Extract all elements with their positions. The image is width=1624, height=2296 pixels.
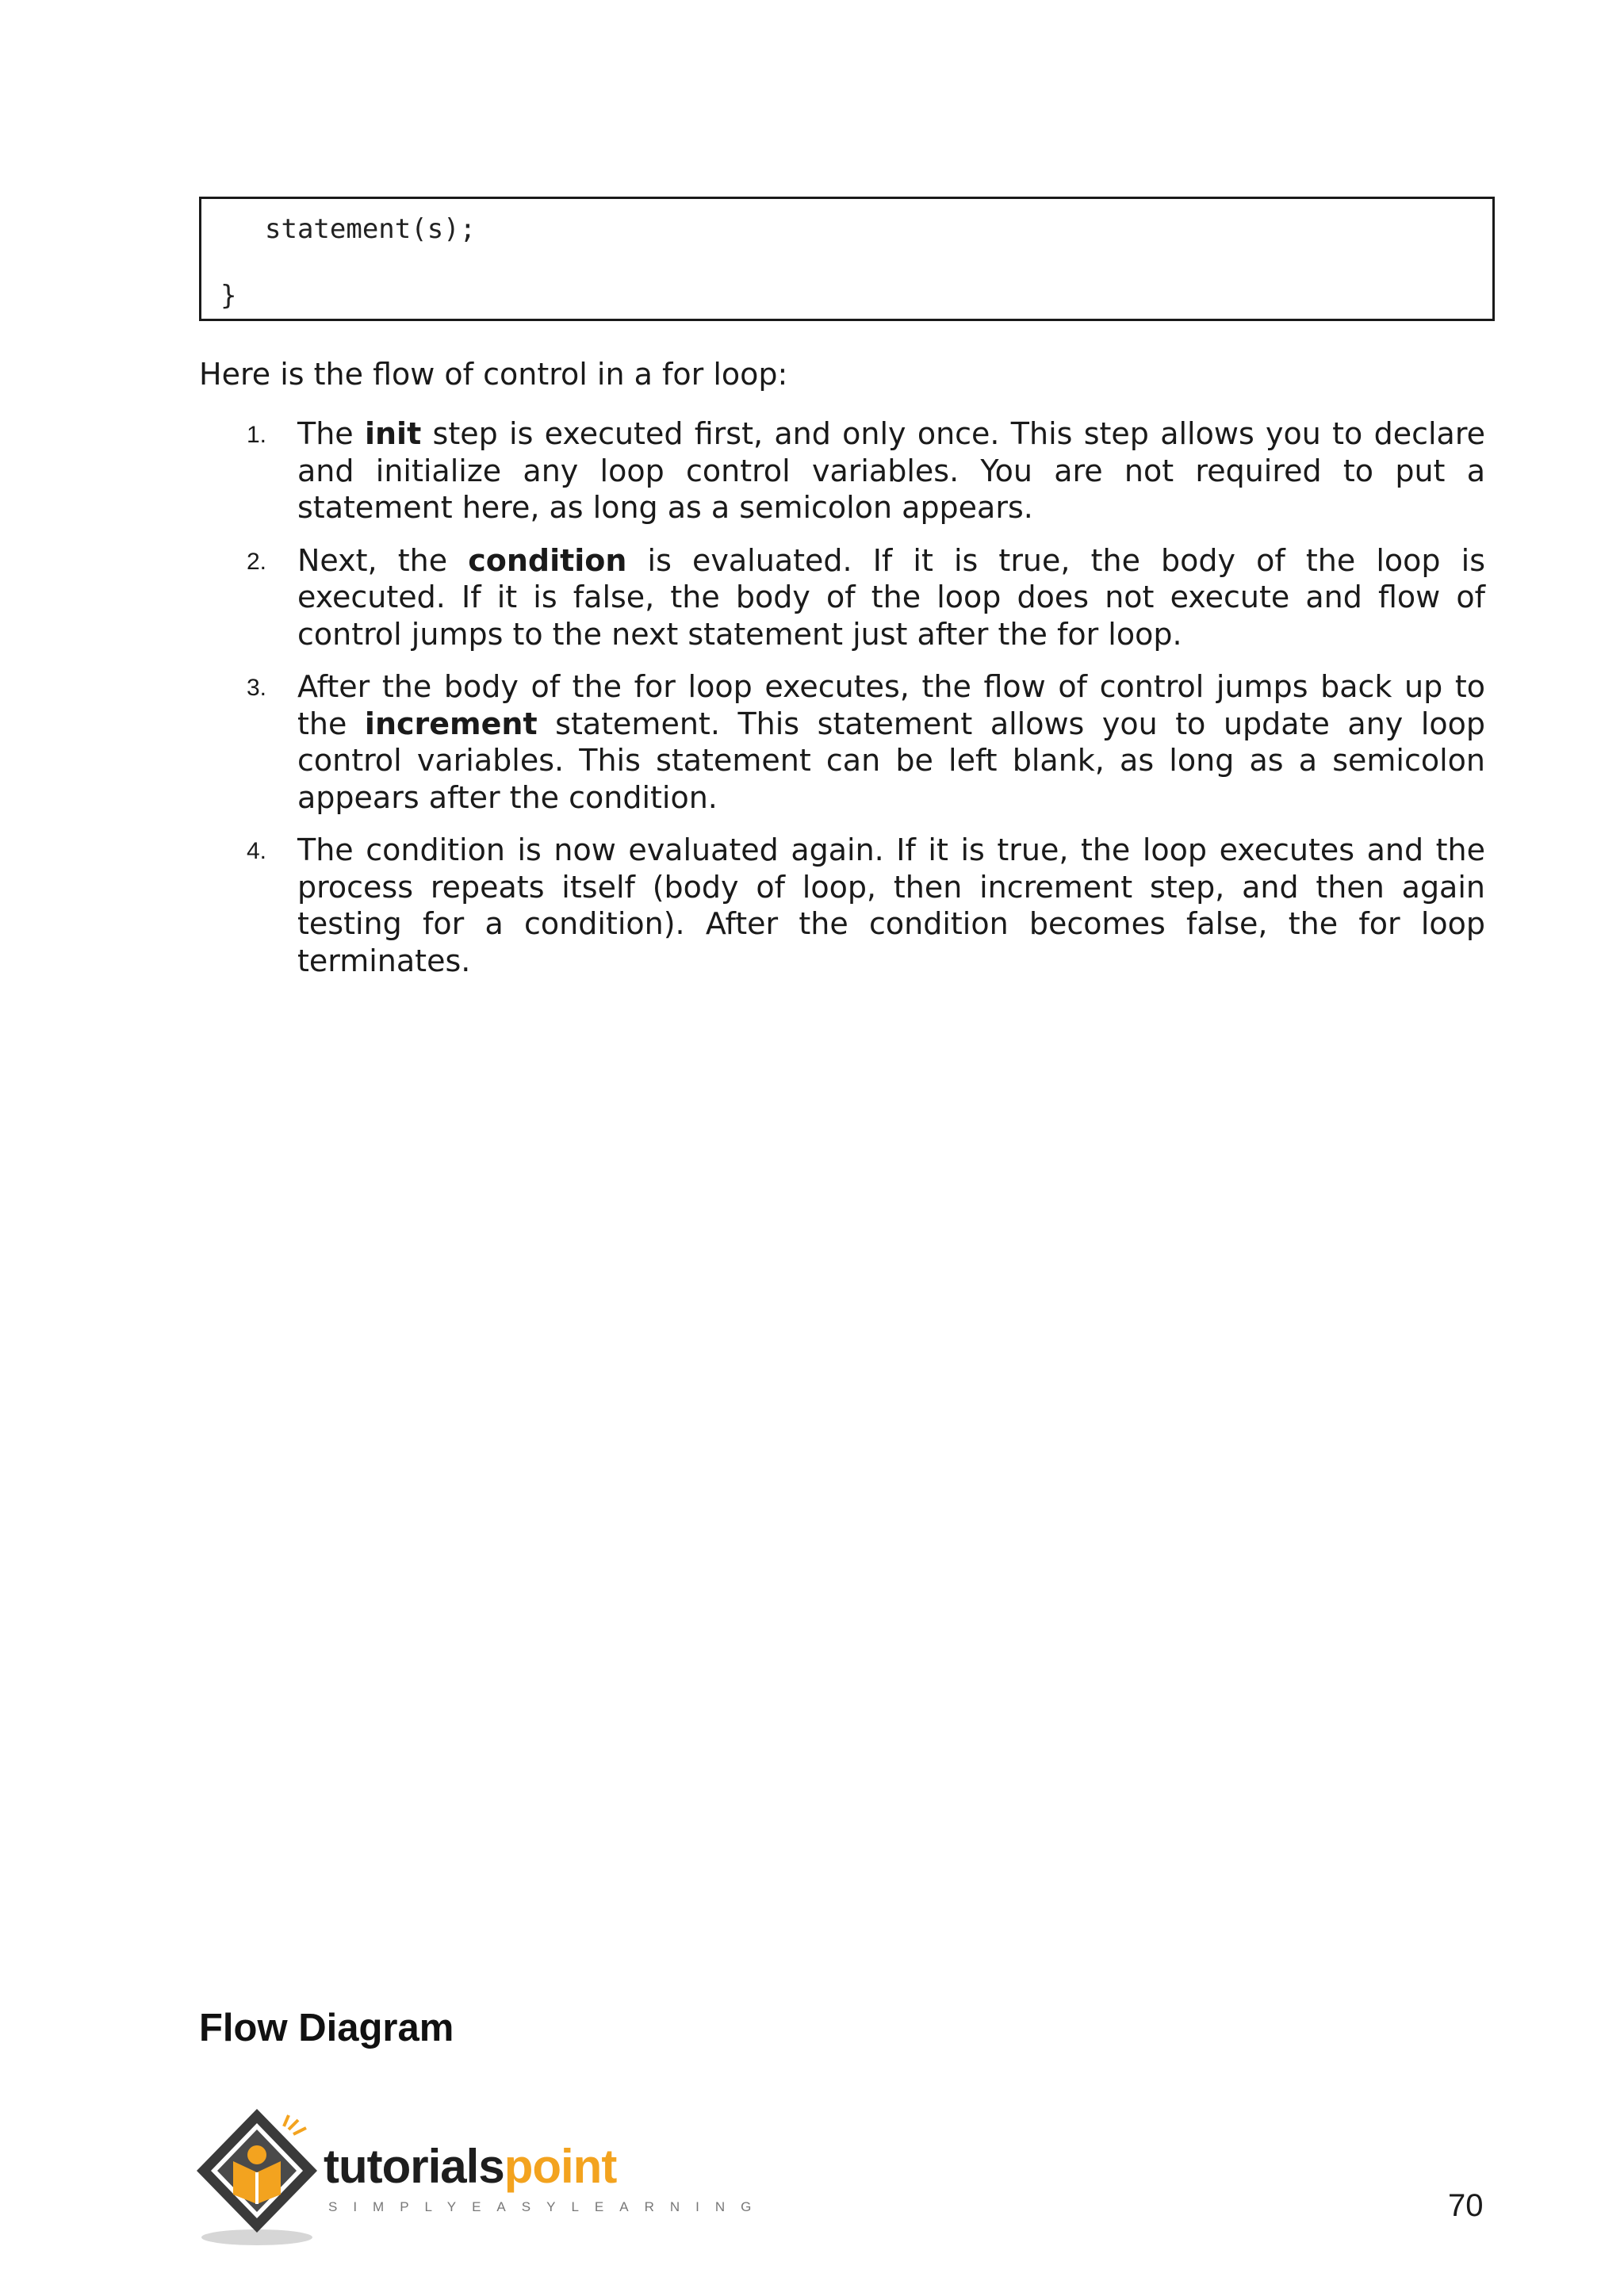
- logo-wordmark: tutorialspoint: [324, 2140, 617, 2193]
- step-keyword: increment: [364, 706, 538, 741]
- logo-diamond-icon: [195, 2106, 322, 2250]
- step-keyword: init: [364, 416, 422, 451]
- step-number: 4.: [247, 838, 267, 864]
- step-text: After the body of the for loop executes, the flow of control jumps back up to the increment statement. This statement allows you to update any loop control variables. This statement can be left blank, as long as a semicolon appears after the condition.: [297, 669, 1485, 815]
- code-line-statement: statement(s);: [265, 213, 477, 245]
- step-number: 2.: [247, 548, 267, 575]
- list-item: [199, 415, 1485, 526]
- code-line-closing-brace: }: [220, 280, 237, 312]
- page-number: 70: [1448, 2188, 1484, 2223]
- code-block: [199, 197, 1495, 321]
- step-number: 3.: [247, 675, 267, 701]
- step-number: 1.: [247, 422, 267, 448]
- list-item: [199, 832, 1485, 979]
- step-keyword: condition: [468, 542, 627, 578]
- section-heading: Flow Diagram: [199, 2007, 454, 2049]
- step-text: The condition is now evaluated again. If it is true, the loop executes and the process repeats itself (body of loop, then increment step, and then again testing for a condition). After the condition becomes false, the for loop terminates.: [297, 832, 1485, 978]
- list-item: [199, 542, 1485, 653]
- logo-tagline: SIMPLYEASYLEARNING: [328, 2199, 768, 2214]
- step-text: The init step is executed first, and only once. This step allows you to declare and initialize any loop control variables. You are not required to put a statement here, as long as a semicolon appears.: [297, 416, 1485, 525]
- intro-paragraph: Here is the flow of control in a for loop:: [199, 357, 788, 392]
- step-text: Next, the condition is evaluated. If it is true, the body of the loop is executed. If it is false, the body of the loop does not execute and flow of control jumps to the next statement just after the for loop.: [297, 542, 1485, 652]
- tutorialspoint-logo: [195, 2106, 768, 2250]
- list-item: [199, 668, 1485, 816]
- flow-steps-list: [199, 415, 1485, 995]
